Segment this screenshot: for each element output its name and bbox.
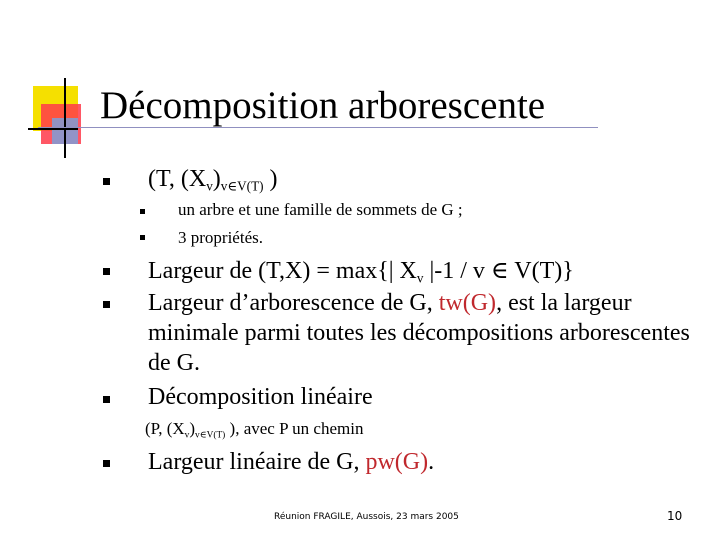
page-number: 10 <box>667 509 683 523</box>
slide-title: Décomposition arborescente <box>100 84 546 127</box>
bullet-item-treewidth-line3: de G. <box>148 350 200 376</box>
logo-horizontal-line <box>28 128 78 130</box>
logo-vertical-line <box>64 78 66 158</box>
pathwidth-notation: pw(G) <box>365 449 429 475</box>
bullet-item-tree-decomposition: (T, $(X_v)_{v\in V(T)}$ ) <box>148 166 278 194</box>
bullet-item-treewidth-line2: minimale parmi toutes les décompositions arborescentes <box>148 320 690 346</box>
bullet-item-path-decomposition: Décomposition linéaire <box>148 384 373 410</box>
bullet <box>103 268 110 275</box>
bullet <box>103 460 110 467</box>
path-decomposition-definition: (P, $(X_v)_{v\in V(T)}$ ), avec P un chemin <box>145 419 364 441</box>
treewidth-notation: tw(G) <box>438 290 497 316</box>
bullet-item-pathwidth: Largeur linéaire de G, pw(G). <box>148 449 435 475</box>
bullet <box>103 301 110 308</box>
bullet-item-treewidth-line1: Largeur d’arborescence de G, tw(G), est la largeur <box>148 290 632 316</box>
bullet-item-width-def: Largeur de (T,X) = max{| $X_v$ |-1 / v ∈ V(T)} <box>148 258 574 286</box>
sub-item-properties: 3 propriétés. <box>178 228 263 247</box>
bullet <box>103 396 110 403</box>
sub-bullet <box>140 235 145 240</box>
sub-item-tree-family: un arbre et une famille de sommets de G ; <box>178 200 463 219</box>
footer-text: Réunion FRAGILE, Aussois, 23 mars 2005 <box>274 512 459 522</box>
bullet <box>103 178 110 185</box>
sub-bullet <box>140 209 145 214</box>
